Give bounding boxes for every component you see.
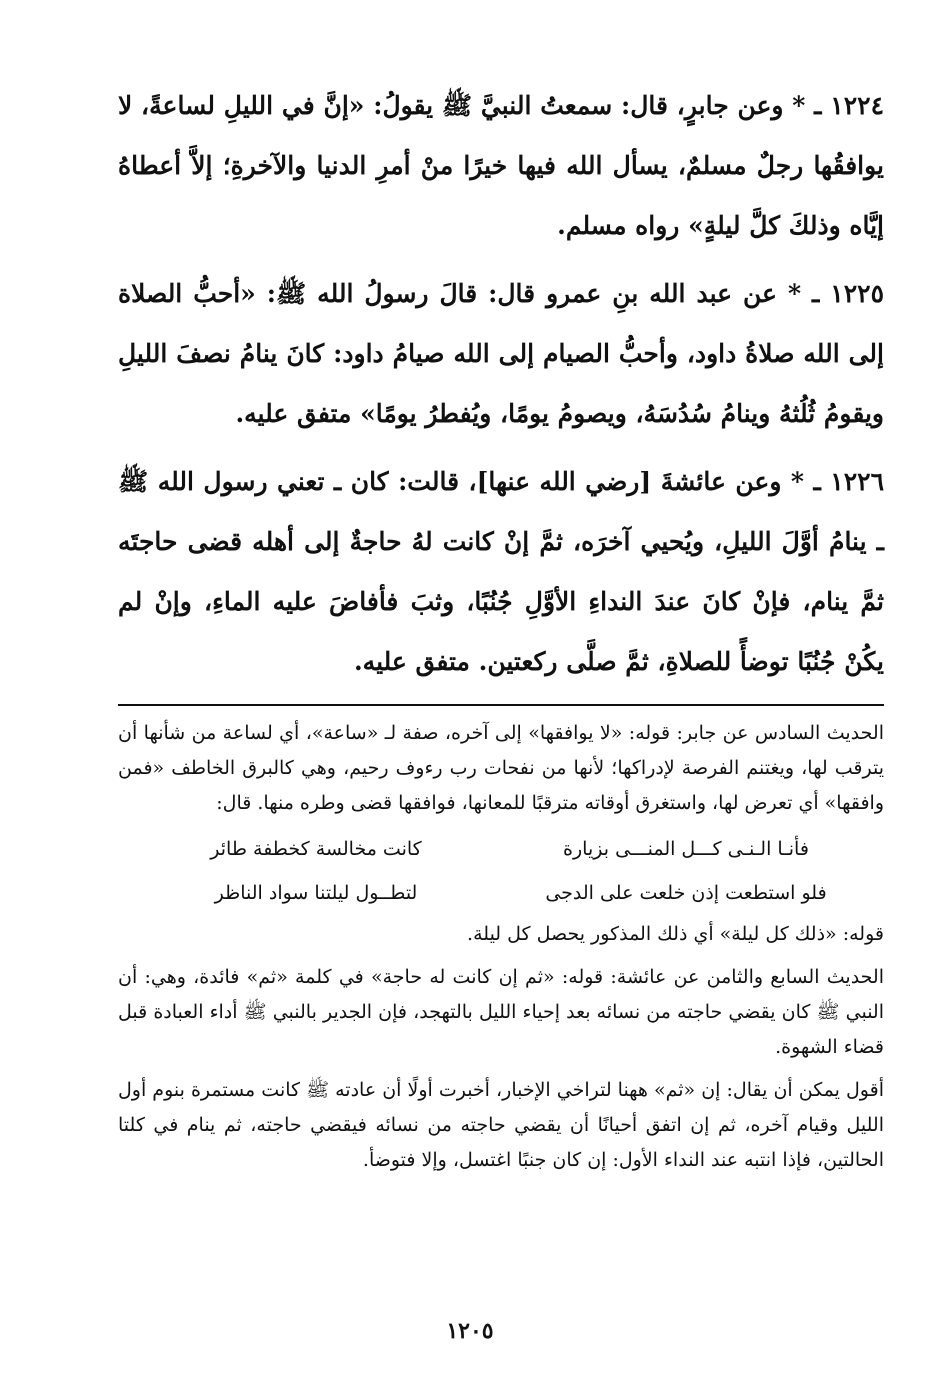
page-number: ١٢٠٥ [446, 1318, 494, 1344]
page-body [118, 76, 884, 1186]
commentary-paragraph-1: الحديث السادس عن جابر: قوله: «لا يوافقها» إلى آخره، صفة لـ «ساعة»، أي لساعة من شأنها أن يترقب لها، ويغتنم الفرصة لإدراكها؛ لأنها من نفحات رب رءوف رحيم، وهي كالبرق الخاطف «فمن وافقها» أي تعرض لها، واستغرق أوقاته مترقبًا للمعانها، فوافقها قضى وطره منها. قال: [118, 722, 884, 814]
poem-verse-2-first-half: فلو استطعت إذن خلعت على الدجى [545, 882, 827, 904]
hadith-1225: ١٢٢٥ ـ * عن عبد الله بنِ عمرو قال: قالَ رسولُ الله ﷺ: «أحبُّ الصلاة إلى الله صلاةُ داود، وأحبُّ الصيام إلى الله صيامُ داود: كانَ ينامُ نصفَ الليلِ ويقومُ ثُلُثهُ وينامُ سُدُسَهُ، ويصومُ يومًا، ويُفطرُ يومًا» متفق عليه. [118, 279, 884, 428]
commentary-paragraph-3: الحديث السابع والثامن عن عائشة: قوله: «ثم إن كانت له حاجة» في كلمة «ثم» فائدة، وهي: أن النبي ﷺ كان يقضي حاجته من نسائه بعد إحياء الليل بالتهجد، فإن الجدير بالنبي ﷺ أداء العبادة قبل قضاء الشهوة. [118, 966, 884, 1058]
poem-verse-2 [118, 873, 884, 913]
hadith-1226: ١٢٢٦ ـ * وعن عائشةَ [رضي الله عنها]، قالت: كان ـ تعني رسول الله ﷺ ـ ينامُ أوَّلَ الليلِ، ويُحيي آخرَه، ثمَّ إنْ كانت لهُ حاجةٌ إلى أهله قضى حاجتَه ثمَّ ينام، فإنْ كانَ عندَ النداءِ الأوَّلِ جُنُبًا، وثبَ فأفاضَ عليه الماءِ، وإنْ لم يكُنْ جُنُبًا توضأً للصلاةِ، ثمَّ صلَّى ركعتين. متفق عليه. [118, 467, 884, 676]
poem-verse-2-second-half: لتطــول ليلتنا سواد الناظر [214, 882, 418, 904]
footnote-divider [118, 704, 884, 706]
hadith-1224: ١٢٢٤ ـ * وعن جابرٍ، قال: سمعتُ النبيَّ ﷺ يقولُ: «إنَّ في الليلِ لساعةً، لا يوافقُها رجلٌ مسلمٌ، يسأل الله فيها خيرًا منْ أمرِ الدنيا والآخرةِ؛ إلاَّ أعطاهُ إيَّاه وذلكَ كلَّ ليلةٍ» رواه مسلم. [118, 91, 884, 240]
commentary-paragraph-4: أقول يمكن أن يقال: إن «ثم» ههنا لتراخي الإخبار، أخبرت أولًا أن عادته ﷺ كانت مستمرة بنوم أول الليل وقيام آخره، ثم إن اتفق أحيانًا أن يقضي حاجته من نسائه فيقضي حاجته، ثم ينام في كلتا الحالتين، فإذا انتبه عند النداء الأول: إن كان جنبًا اغتسل، وإلا فتوضأ. [118, 1079, 884, 1171]
poem-verse-1-second-half: كانت مخالسة كخطفة طائر [210, 838, 422, 860]
commentary-paragraph-2: قوله: «ذلك كل ليلة» أي ذلك المذكور يحصل كل ليلة. [467, 923, 884, 945]
poem-verse-1-first-half: فأنـا الـنـى كـــل المنـــى بزيارة [563, 838, 809, 860]
poem-verse-1 [118, 829, 884, 869]
